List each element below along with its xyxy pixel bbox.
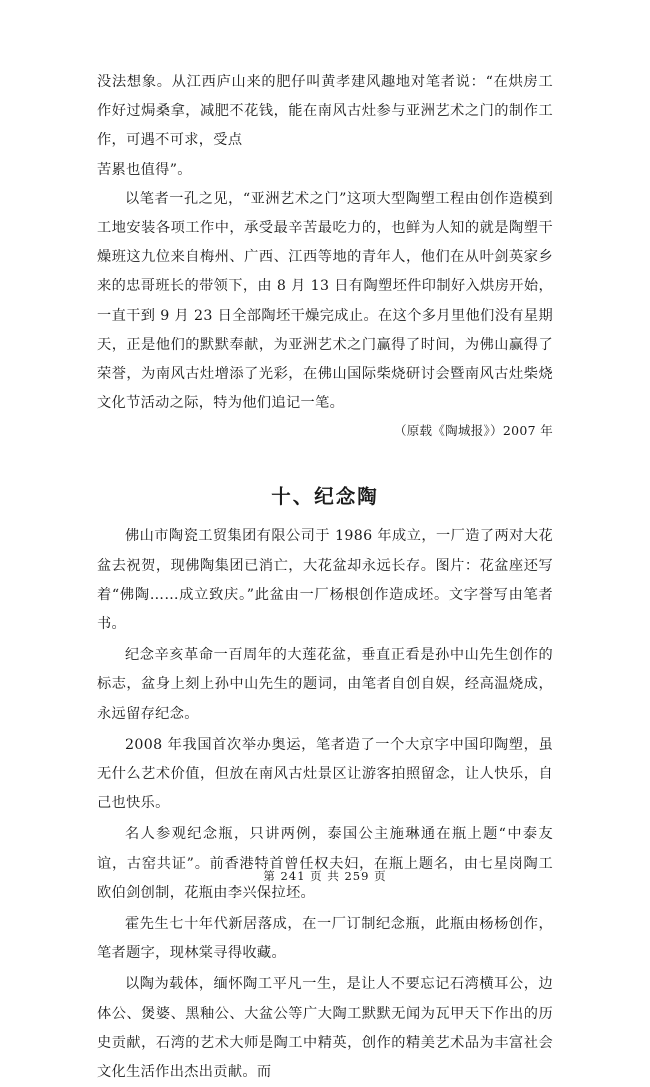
source-citation: （原载《陶城报》）2007 年 <box>393 423 553 439</box>
paragraph-drying-team: 以笔者一孔之见，“亚洲艺术之门”这项大型陶塑工程由创作造模到工地安装各项工作中，承受最辛苦最吃力的，也鲜为人知的就是陶塑干燥班这九位来自梅州、广西、江西等地的青年人，他们在从叶剑英家乡来的忠哥班长的带领下，由 8 月 13 日有陶塑坯件印制好入烘房开始，一直干到 9 月 23 日全部陶坯干燥完成止。在这个多月里他们没有星期天，正是他们的默默奉献，为亚洲艺术之门赢得了时间，为佛山赢得了荣誉，为南风古灶增添了光彩，在佛山国际柴烧研讨会暨南风古灶柴烧文化节活动之际，特为他们追记一笔。 <box>97 190 553 412</box>
paragraph-continued-line-2: 苦累也值得”。 <box>97 161 192 178</box>
paragraph-lotus-pot: 纪念辛亥革命一百周年的大莲花盆，垂直正看是孙中山先生创作的标志，盆身上刻上孙中山先生的题词，由笔者自创自娱，经高温烧成，永远留存纪念。 <box>97 647 553 722</box>
paragraph-continued-line-1: 没法想象。从江西庐山来的肥仔叫黄孝建风趣地对笔者说：“在烘房工作好过焗桑拿，减肥不花钱，能在南风古灶参与亚洲艺术之门的制作工作，可遇不可求，受点 <box>97 74 553 149</box>
paragraph-continued <box>97 68 553 185</box>
paragraph-commemorative-vase: 霍先生七十年代新居落成，在一厂订制纪念瓶，此瓶由杨杨创作，笔者题字，现林棠寻得收藏。 <box>97 916 553 962</box>
paragraph-flower-pot: 佛山市陶瓷工贸集团有限公司于 1986 年成立，一厂造了两对大花盆去祝贺，现佛陶集团已消亡，大花盆却永远长存。图片：花盆座还写着“佛陶……成立致庆。”此盆由一厂杨根创作造成坯。文字誉写由笔者书。 <box>97 528 553 633</box>
page-content <box>97 68 553 1087</box>
paragraph-celebrity-vase: 名人参观纪念瓶，只讲两例，泰国公主施琳通在瓶上题“中泰友谊，古窑共证”。前香港特首曾任权夫妇，在瓶上题名，由七星岗陶工欧伯剑创制，花瓶由李兴保拉坯。 <box>97 826 553 901</box>
paragraph-potters-tribute: 以陶为载体，缅怀陶工平凡一生，是让人不要忘记石湾横耳公，边体公、煲婆、黑釉公、大盆公等广大陶工默默无闻为瓦甲天下作出的历史贡献，石湾的艺术大师是陶工中精英，创作的精美艺术品为丰富社会文化生活作出杰出贡献。而 <box>97 976 553 1081</box>
page-number-footer: 第 241 页 共 259 页 <box>263 869 387 883</box>
section-title: 十、纪念陶 <box>271 485 379 509</box>
paragraph-olympic-seal: 2008 年我国首次举办奥运，笔者造了一个大京字中国印陶塑，虽无什么艺术价值，但放在南风古灶景区让游客拍照留念，让人快乐，自己也快乐。 <box>97 736 553 812</box>
